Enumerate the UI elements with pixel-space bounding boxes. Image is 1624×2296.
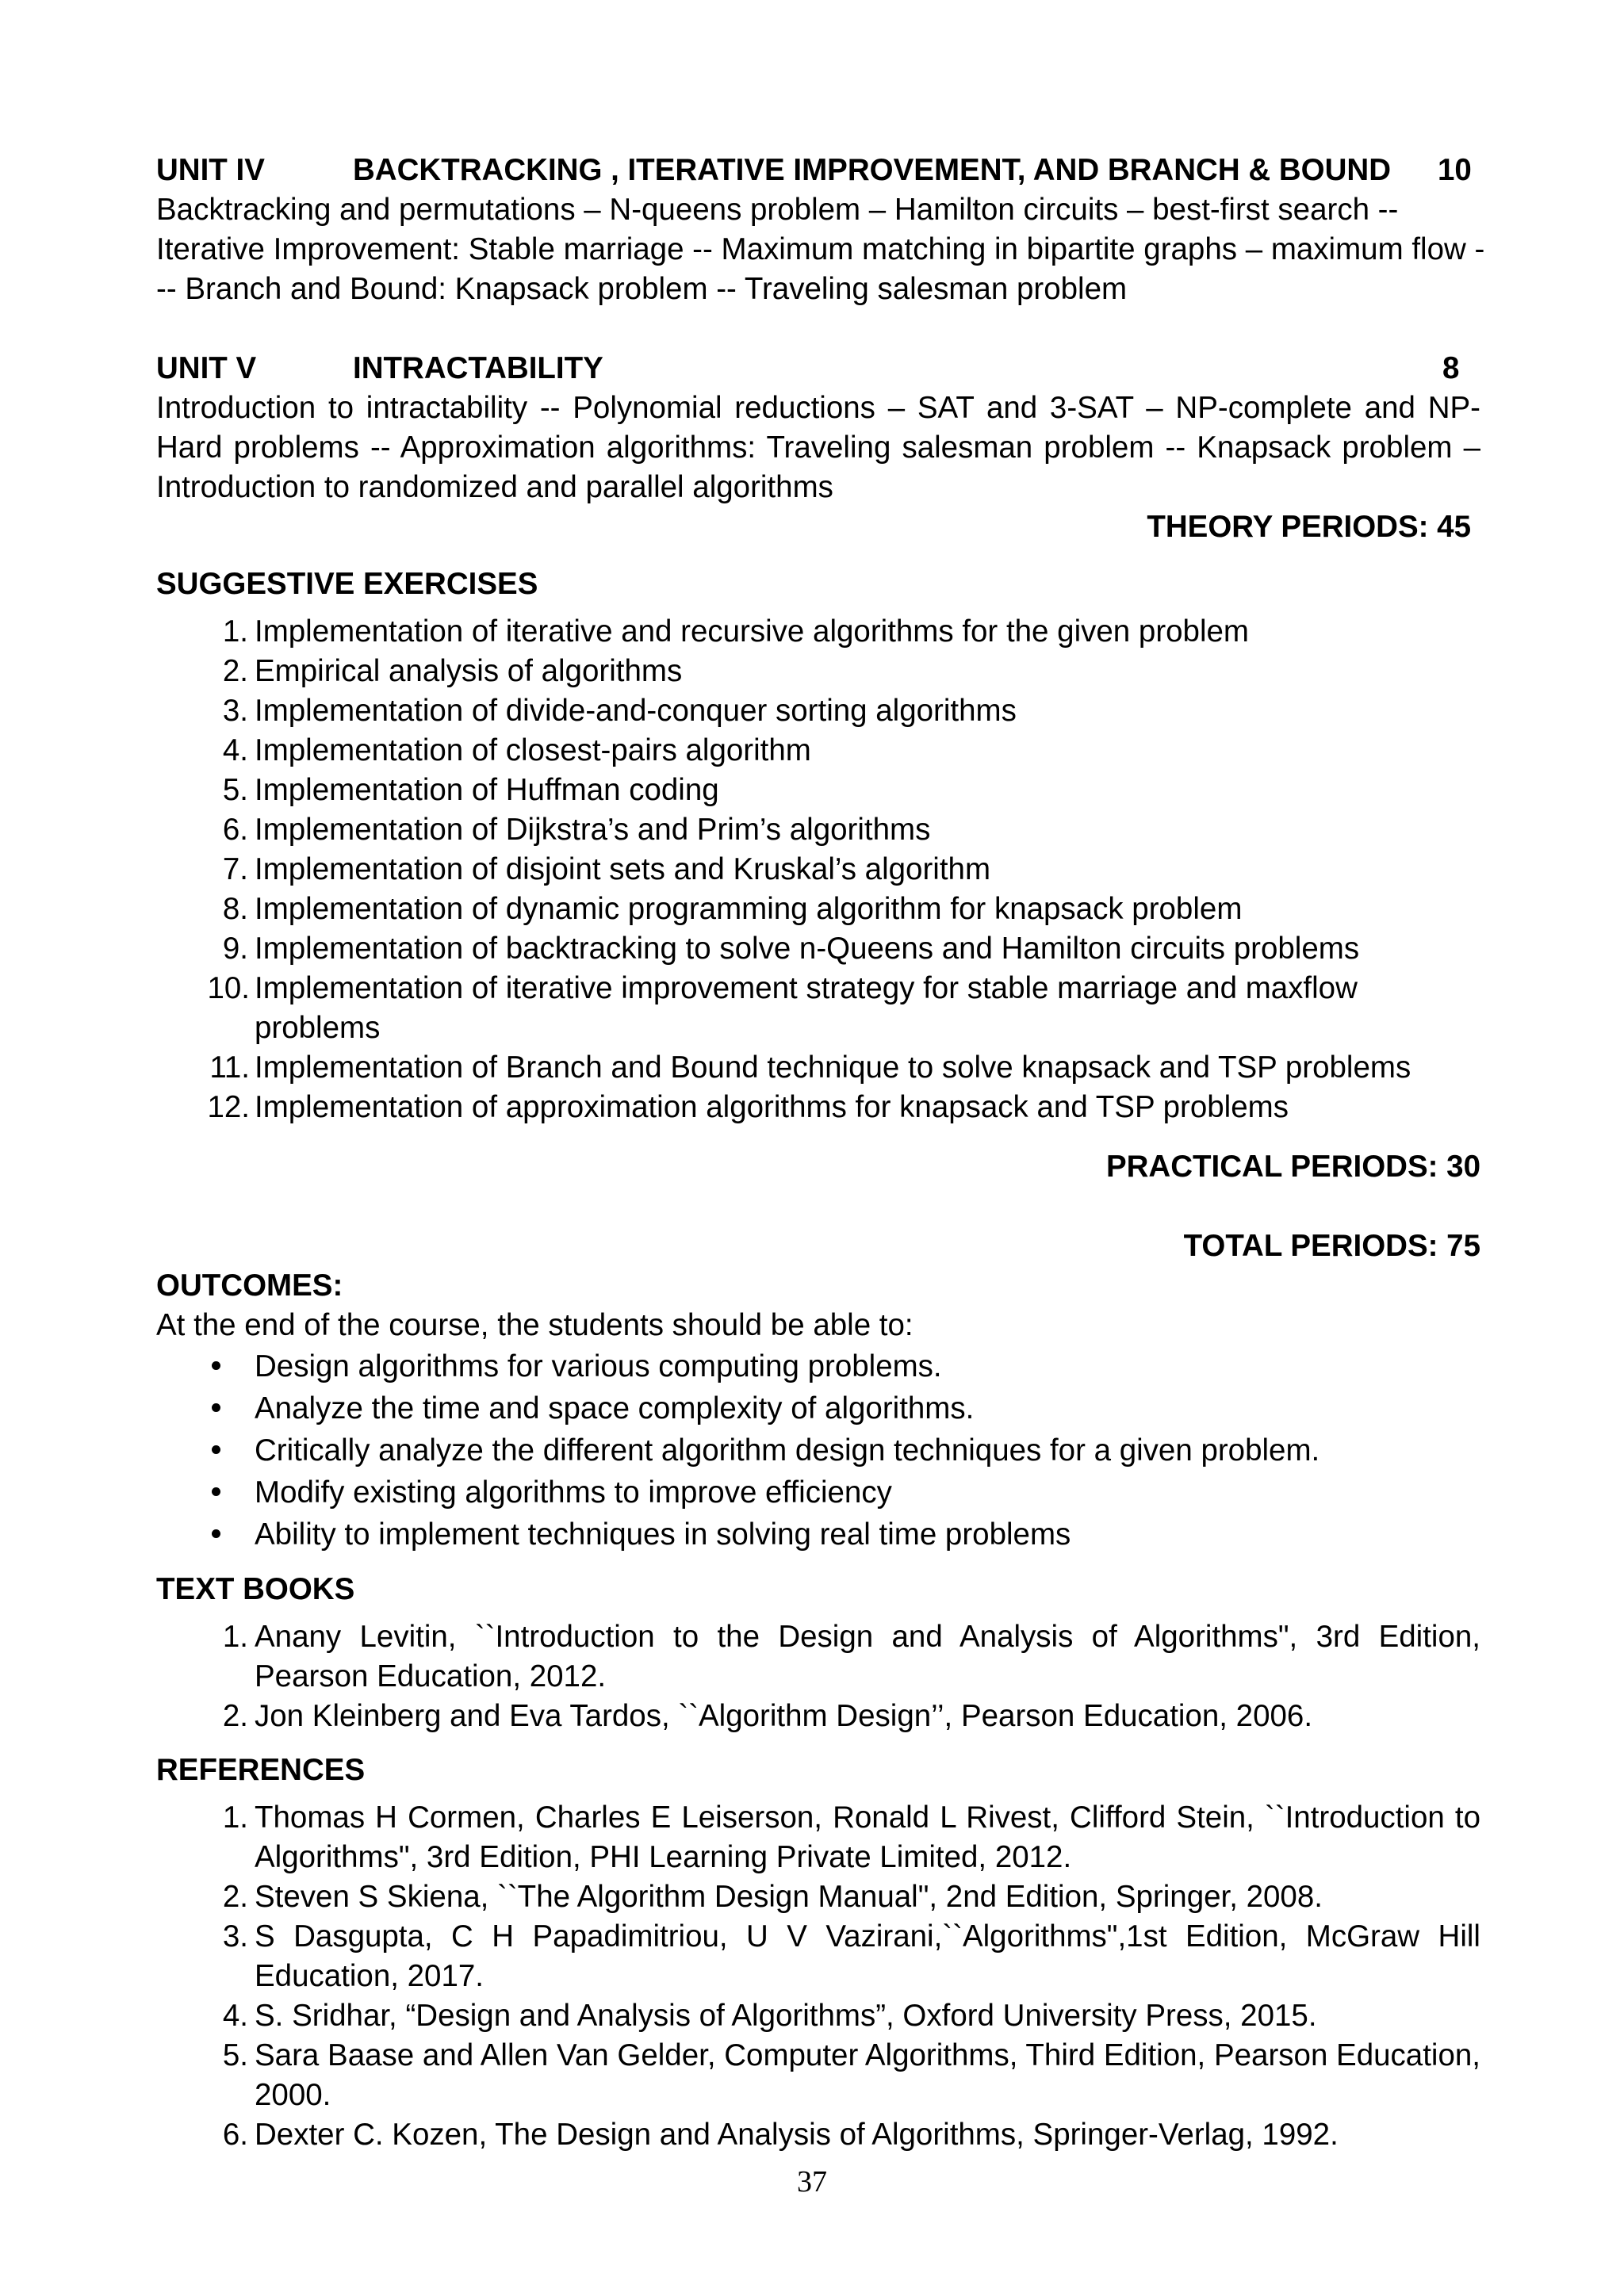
item-text: S. Sridhar, “Design and Analysis of Algorithms”, Oxford University Press, 2015. — [255, 1999, 1317, 2033]
item-text: Modify existing algorithms to improve efficiency — [255, 1475, 892, 1510]
item-text: Implementation of disjoint sets and Kruskal’s algorithm — [255, 852, 991, 886]
list-item — [156, 2115, 1480, 2155]
item-number: 4. — [222, 1999, 248, 2033]
item-number: 12. — [207, 1090, 250, 1124]
item-text: Implementation of backtracking to solve n-Queens and Hamilton circuits problems — [255, 932, 1360, 966]
list-item — [156, 1048, 1480, 1088]
item-text: Dexter C. Kozen, The Design and Analysis of Algorithms, Springer-Verlag, 1992. — [255, 2118, 1339, 2152]
exercises-heading: SUGGESTIVE EXERCISES — [156, 567, 538, 601]
item-number: 11. — [209, 1050, 250, 1085]
unit-4-line: Iterative Improvement: Stable marriage -- Maximum matching in bipartite graphs – maximum flow - — [156, 232, 1485, 266]
item-text: Implementation of iterative and recursive algorithms for the given problem — [255, 614, 1249, 649]
item-text: Design algorithms for various computing problems. — [255, 1349, 942, 1383]
item-number: 2. — [222, 1880, 248, 1914]
references-list — [156, 1798, 1480, 2155]
unit-4-title: BACKTRACKING , ITERATIVE IMPROVEMENT, AND BRANCH & BOUND — [353, 153, 1391, 187]
item-text: Sara Baase and Allen Van Gelder, Computer Algorithms, Third Edition, Pearson Education, — [255, 2038, 1480, 2072]
item-text: Implementation of approximation algorithms for knapsack and TSP problems — [255, 1090, 1289, 1124]
list-item — [156, 731, 1480, 771]
unit-4-heading — [156, 151, 1480, 190]
item-text-continued: Education, 2017. — [255, 1959, 484, 1993]
item-number: 2. — [222, 654, 248, 688]
list-item — [156, 1088, 1480, 1127]
item-text: Implementation of Huffman coding — [255, 773, 719, 807]
bullet-icon — [212, 1445, 220, 1454]
list-item — [156, 652, 1480, 691]
item-text: Implementation of closest-pairs algorithm — [255, 733, 811, 767]
list-item — [156, 2036, 1480, 2115]
item-number: 6. — [222, 813, 248, 847]
unit-4-body — [156, 190, 1485, 309]
list-item — [156, 850, 1480, 890]
unit-4-label: UNIT IV — [156, 153, 265, 187]
item-text: S Dasgupta, C H Papadimitriou, U V Vazirani,``Algorithms",1st Edition, McGraw Hill — [255, 1919, 1480, 1954]
unit-5-body — [156, 388, 1480, 507]
item-text: Implementation of Branch and Bound technique to solve knapsack and TSP problems — [255, 1050, 1411, 1085]
item-text-continued: 2000. — [255, 2078, 331, 2112]
item-number: 4. — [222, 733, 248, 767]
bullet-icon — [212, 1529, 220, 1538]
item-number: 5. — [222, 2038, 248, 2072]
item-number: 1. — [222, 614, 248, 649]
item-text: Anany Levitin, ``Introduction to the Design and Analysis of Algorithms", 3rd Edition, — [255, 1620, 1480, 1654]
unit-5-line: Introduction to intractability -- Polynomial reductions – SAT and 3-SAT – NP-complete and NP- — [156, 391, 1480, 425]
list-item — [156, 1387, 1480, 1429]
outcomes-list — [156, 1345, 1480, 1556]
item-text: Thomas H Cormen, Charles E Leiserson, Ronald L Rivest, Clifford Stein, ``Introduction to — [255, 1800, 1480, 1835]
outcomes-heading: OUTCOMES: — [156, 1269, 343, 1303]
total-periods: TOTAL PERIODS: 75 — [1183, 1229, 1480, 1263]
list-item — [156, 1471, 1480, 1513]
bullet-icon — [212, 1361, 220, 1370]
unit-4-line: Backtracking and permutations – N-queens problem – Hamilton circuits – best-first search -- — [156, 193, 1399, 227]
item-number: 5. — [222, 773, 248, 807]
list-item — [156, 1877, 1480, 1917]
unit-4-hours: 10 — [1438, 153, 1472, 187]
item-number: 8. — [222, 892, 248, 926]
list-item — [156, 810, 1480, 850]
item-text: Implementation of iterative improvement strategy for stable marriage and maxflow problems — [255, 971, 1358, 1045]
text-books-list — [156, 1617, 1480, 1736]
item-text: Jon Kleinberg and Eva Tardos, ``Algorithm Design’’, Pearson Education, 2006. — [255, 1699, 1313, 1733]
text-books-heading: TEXT BOOKS — [156, 1572, 355, 1606]
theory-periods: THEORY PERIODS: 45 — [1147, 510, 1471, 544]
item-text-continued: Algorithms", 3rd Edition, PHI Learning Private Limited, 2012. — [255, 1840, 1072, 1874]
item-number: 1. — [222, 1620, 248, 1654]
unit-5-title: INTRACTABILITY — [353, 351, 603, 385]
unit-5-line: Hard problems -- Approximation algorithms: Traveling salesman problem -- Knapsack problem – — [156, 430, 1480, 465]
list-item — [156, 890, 1480, 929]
exercises-list — [156, 612, 1480, 1127]
item-number: 2. — [222, 1699, 248, 1733]
unit-5-label: UNIT V — [156, 351, 257, 385]
list-item — [156, 969, 1480, 1048]
unit-5-line: Introduction to randomized and parallel algorithms — [156, 470, 833, 504]
references-heading: REFERENCES — [156, 1753, 366, 1787]
list-item — [156, 1617, 1480, 1697]
list-item — [156, 691, 1480, 731]
practical-periods: PRACTICAL PERIODS: 30 — [1105, 1150, 1480, 1184]
item-number: 10. — [207, 971, 250, 1005]
list-item — [156, 1996, 1480, 2036]
item-number: 7. — [222, 852, 248, 886]
list-item — [156, 929, 1480, 969]
item-number: 1. — [222, 1800, 248, 1835]
unit-5-hours: 8 — [1442, 351, 1460, 385]
list-item — [156, 1917, 1480, 1996]
item-text: Implementation of dynamic programming algorithm for knapsack problem — [255, 892, 1243, 926]
item-number: 6. — [222, 2118, 248, 2152]
bullet-icon — [212, 1403, 220, 1412]
item-text: Empirical analysis of algorithms — [255, 654, 683, 688]
item-text-continued: Pearson Education, 2012. — [255, 1659, 607, 1693]
bullet-icon — [212, 1487, 220, 1496]
list-item — [156, 612, 1480, 652]
unit-5-heading — [156, 349, 1480, 388]
item-text: Ability to implement techniques in solving real time problems — [255, 1517, 1071, 1552]
item-text: Critically analyze the different algorithm design techniques for a given problem. — [255, 1433, 1320, 1468]
list-item — [156, 771, 1480, 810]
page-content — [156, 151, 1485, 2155]
item-number: 3. — [222, 694, 248, 728]
item-text: Steven S Skiena, ``The Algorithm Design Manual", 2nd Edition, Springer, 2008. — [255, 1880, 1323, 1914]
outcomes-intro: At the end of the course, the students should be able to: — [156, 1308, 914, 1342]
item-text: Implementation of Dijkstra’s and Prim’s algorithms — [255, 813, 931, 847]
list-item — [156, 1697, 1480, 1736]
item-text: Implementation of divide-and-conquer sorting algorithms — [255, 694, 1017, 728]
item-number: 9. — [222, 932, 248, 966]
list-item — [156, 1345, 1480, 1387]
page-number: 37 — [797, 2165, 827, 2198]
list-item — [156, 1513, 1480, 1556]
item-number: 3. — [222, 1919, 248, 1954]
list-item — [156, 1429, 1480, 1471]
item-text: Analyze the time and space complexity of algorithms. — [255, 1391, 975, 1425]
list-item — [156, 1798, 1480, 1877]
unit-4-line: -- Branch and Bound: Knapsack problem -- Traveling salesman problem — [156, 272, 1128, 306]
